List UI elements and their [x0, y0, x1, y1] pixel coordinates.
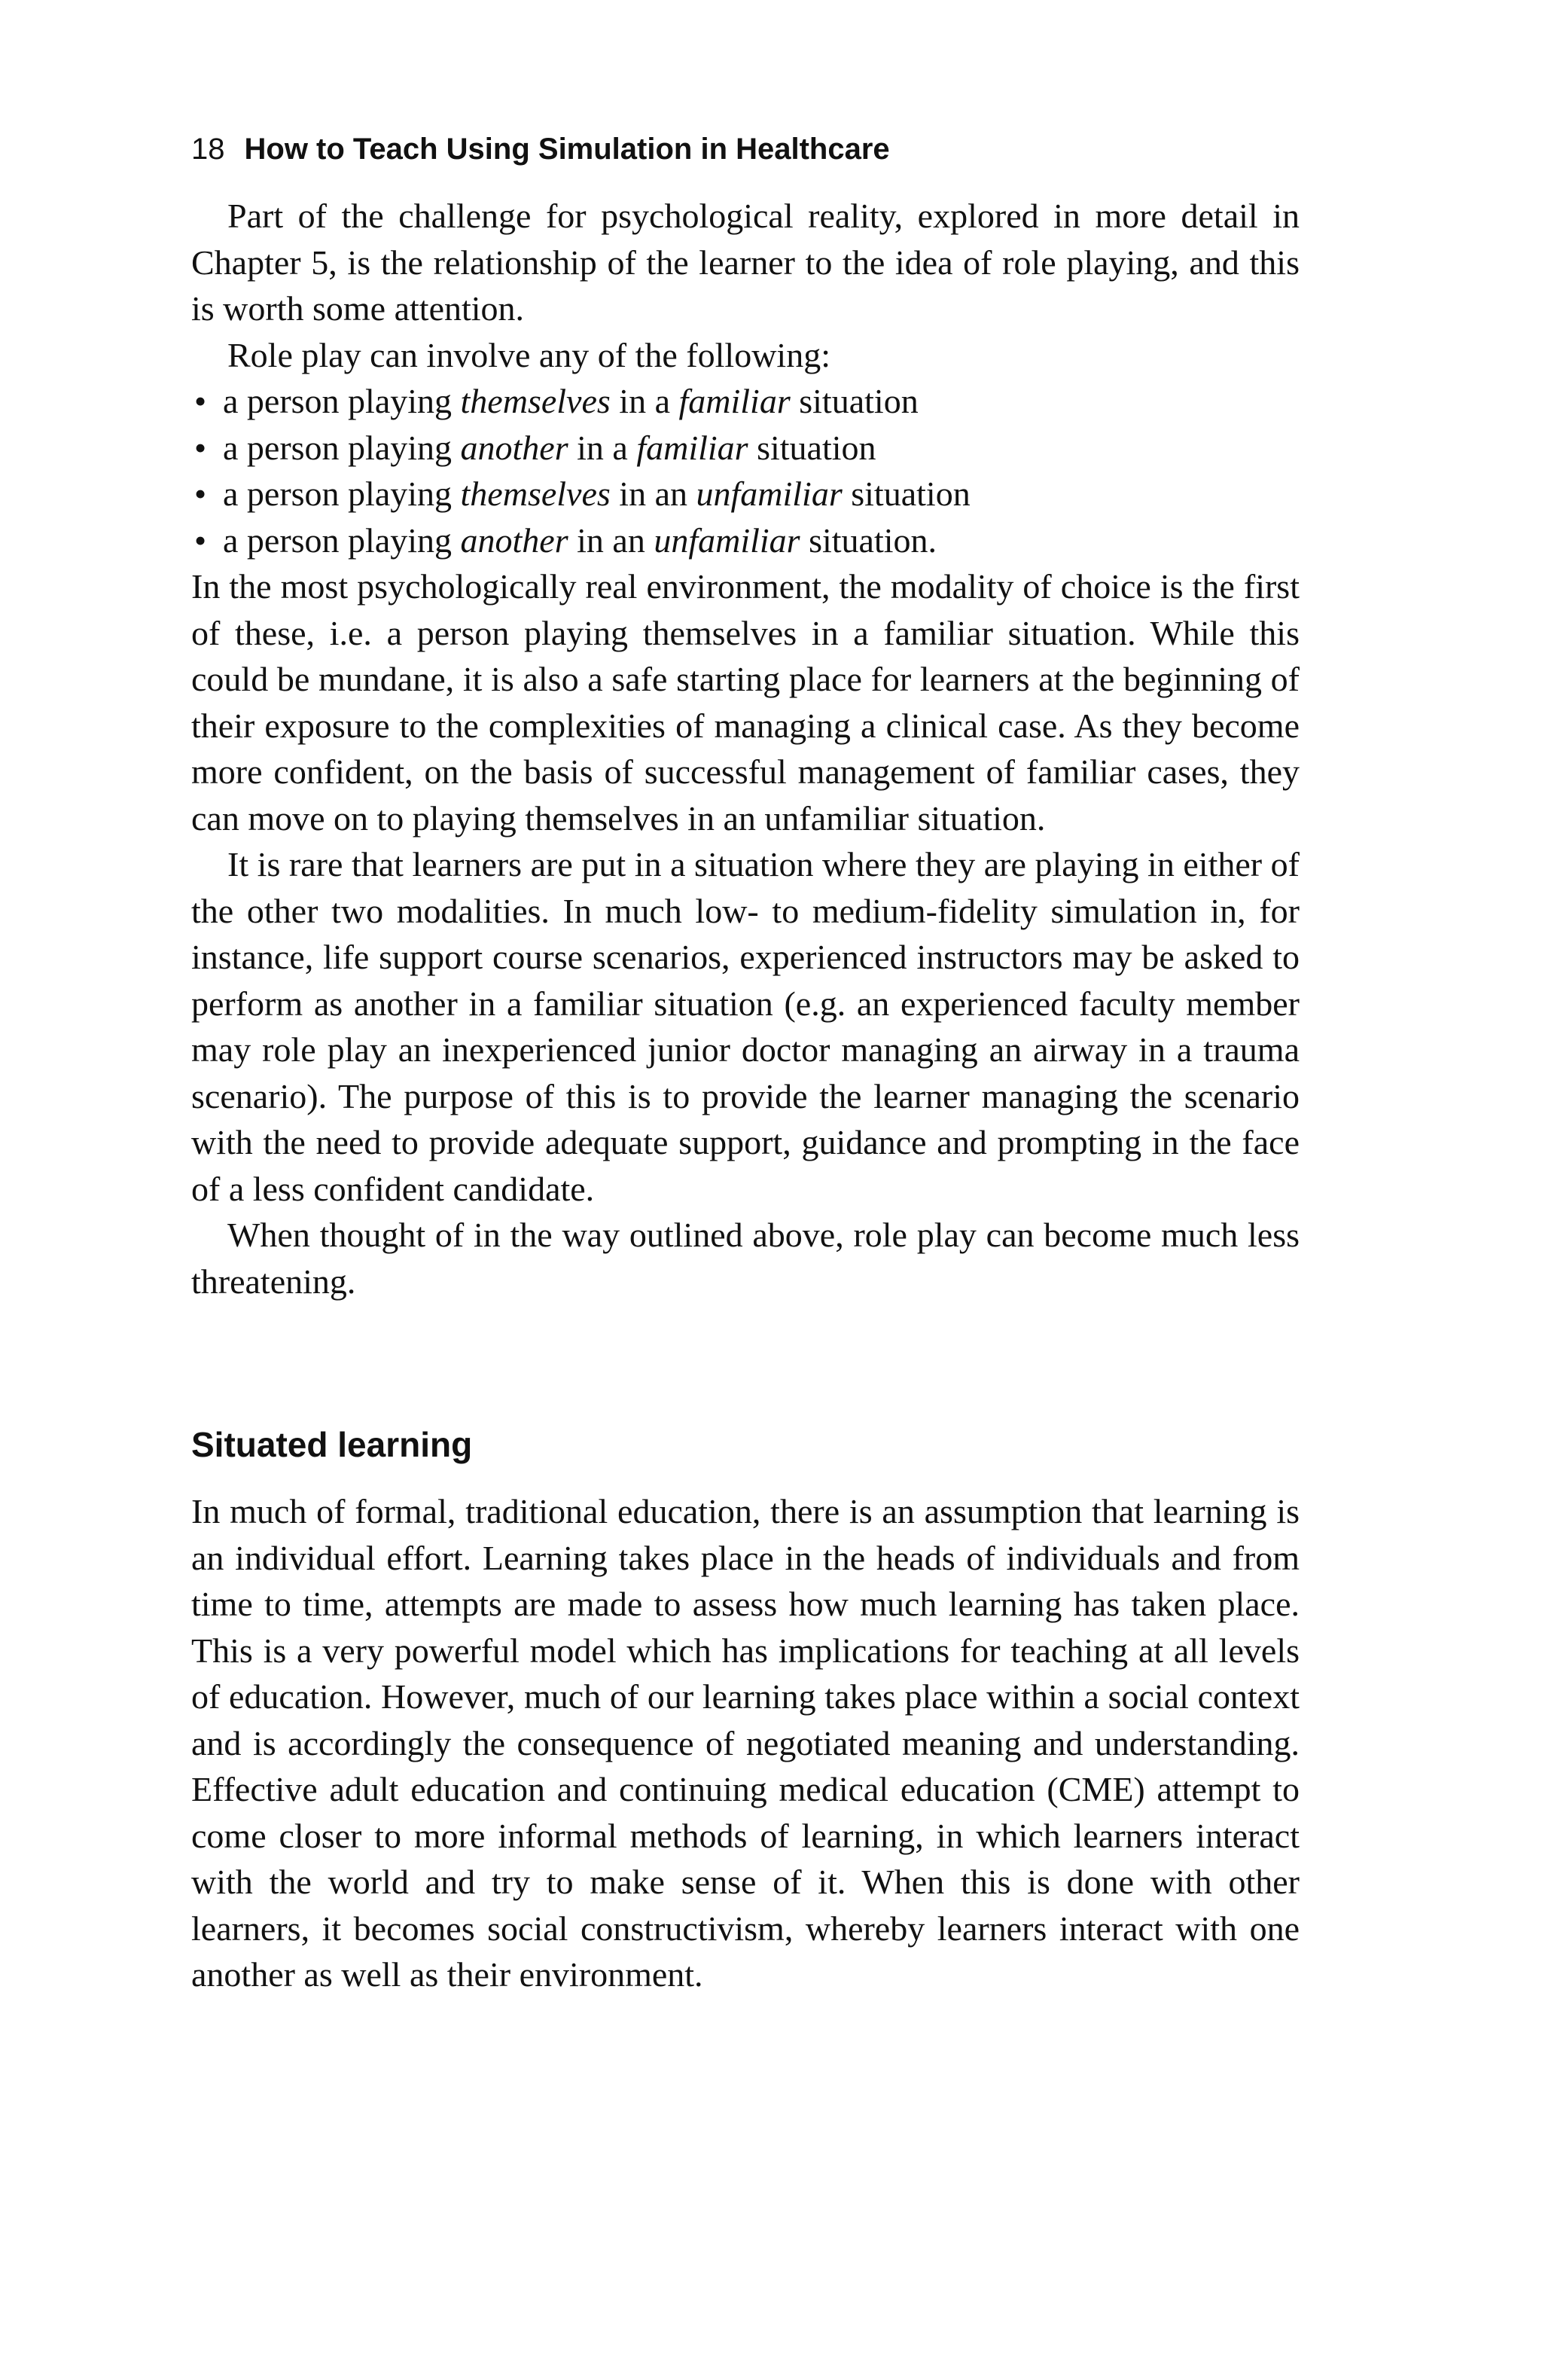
bullet-icon: • — [194, 520, 207, 560]
section-heading: Situated learning — [191, 1425, 473, 1464]
role-play-list — [191, 378, 1300, 563]
list-item: • a person playing another in an unfamiliar situation. — [191, 517, 1300, 564]
paragraph-role-play-intro: Role play can involve any of the following: — [227, 335, 830, 374]
list-item: • a person playing another in a familiar situation — [191, 425, 1300, 471]
list-item: • a person playing themselves in an unfamiliar situation — [191, 471, 1300, 517]
list-item: • a person playing themselves in a familiar situation — [191, 378, 1300, 425]
paragraph-situated-learning: In much of formal, traditional education, there is an assumption that learning is an individual effort. Learning takes place in the heads of individuals and from time to time, attempts are made to assess how much learning has taken place. This is a very powerful model which has implications for teaching at all levels of education. However, much of our learning takes place within a social context and is accordingly the consequence of negotiated meaning and understanding. Effective adult education and continuing medical education (CME) attempt to come closer to more informal methods of learning, in which learners interact with the world and try to make sense of it. When this is done with other learners, it becomes social constructivism, whereby learners interact with one another as well as their environment. — [191, 1492, 1300, 1994]
paragraph-psychological-reality: Part of the challenge for psychological reality, explored in more detail in Chapter 5, is the relationship of the learner to the idea of role playing, and this is worth some attention. — [191, 197, 1300, 328]
bullet-icon: • — [194, 382, 207, 420]
page-number: 18 — [191, 133, 225, 166]
bullet-icon: • — [194, 474, 207, 513]
book-page — [191, 127, 1300, 1998]
running-head — [191, 127, 1300, 172]
paragraph-other-modalities: It is rare that learners are put in a situation where they are playing in either of the other two modalities. In much low- to medium-fidelity simulation in, for instance, life support course scenarios, experienced instructors may be asked to perform as another in a familiar situation (e.g. an experienced faculty member may role play an inexperienced junior doctor managing an airway in a trauma scenario). The purpose of this is to provide the learner managing the scenario with the need to provide adequate support, guidance and prompting in the face of a less confident candidate. — [191, 845, 1300, 1208]
paragraph-less-threatening: When thought of in the way outlined above, role play can become much less threatening. — [191, 1216, 1300, 1301]
book-title: How to Teach Using Simulation in Healthcare — [244, 133, 890, 166]
bullet-icon: • — [194, 428, 207, 467]
paragraph-modality-of-choice: In the most psychologically real environment, the modality of choice is the first of these, i.e. a person playing themselves in a familiar situation. While this could be mundane, it is also a safe starting place for learners at the beginning of their exposure to the complexities of managing a clinical case. As they become more confident, on the basis of successful management of familiar cases, they can move on to playing themselves in an unfamiliar situation. — [191, 567, 1300, 838]
